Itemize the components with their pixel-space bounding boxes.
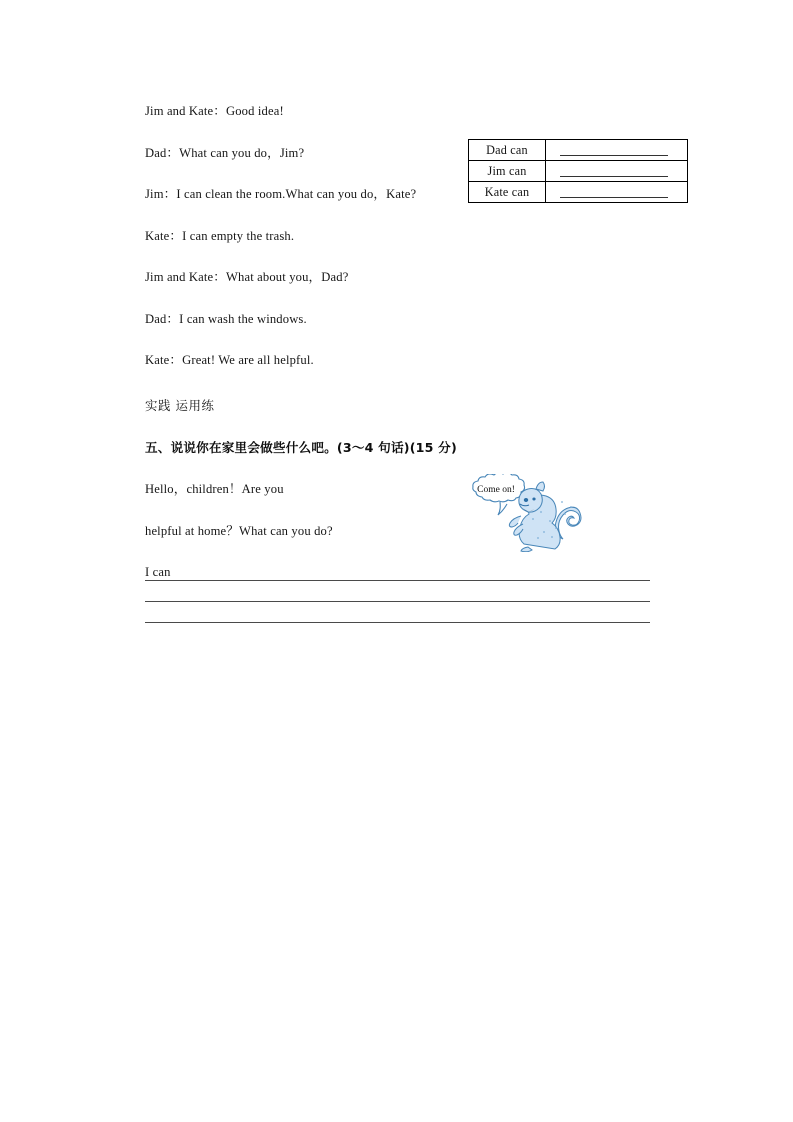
answer-rule	[560, 155, 668, 156]
answer-rule	[560, 176, 668, 177]
table-row	[469, 140, 688, 161]
prompt-line: helpful at home？What can you do?	[145, 523, 333, 538]
table-row-label: Dad can	[469, 140, 546, 161]
dialogue-line: Jim and Kate：What about you，Dad?	[145, 270, 349, 284]
table-row-answer-cell[interactable]	[546, 182, 688, 203]
dialogue-line: Jim：I can clean the room.What can you do，Kate?	[145, 187, 417, 201]
table-row-answer-cell[interactable]	[546, 161, 688, 182]
dialogue-line: Dad：I can wash the windows.	[145, 311, 307, 326]
table-row	[469, 161, 688, 182]
table-row-label: Kate can	[469, 182, 546, 203]
dialogue-block	[145, 104, 465, 395]
squirrel-illustration	[466, 474, 584, 552]
dialogue-line: Jim and Kate：Good idea!	[145, 104, 284, 118]
writing-line[interactable]	[145, 601, 650, 602]
speech-bubble-text: Come on!	[477, 485, 515, 495]
table-row-label: Jim can	[469, 161, 546, 182]
writing-lines	[145, 580, 650, 623]
prompt-block	[145, 482, 455, 580]
prompt-line: Hello，children！Are you	[145, 482, 284, 496]
dialogue-line: Dad：What can you do，Jim?	[145, 145, 305, 160]
answer-rule	[560, 197, 668, 198]
table-row	[469, 182, 688, 203]
dialogue-line: Kate：Great! We are all helpful.	[145, 353, 314, 367]
prompt-line: I can	[145, 565, 171, 579]
section-label: 实践 运用练	[145, 398, 215, 413]
answer-table	[468, 139, 688, 203]
writing-line[interactable]	[145, 580, 650, 581]
question-heading: 五、说说你在家里会做些什么吧。(3～4 句话)(15 分)	[145, 440, 457, 455]
writing-line[interactable]	[145, 622, 650, 623]
dialogue-line: Kate：I can empty the trash.	[145, 228, 295, 243]
table-row-answer-cell[interactable]	[546, 140, 688, 161]
